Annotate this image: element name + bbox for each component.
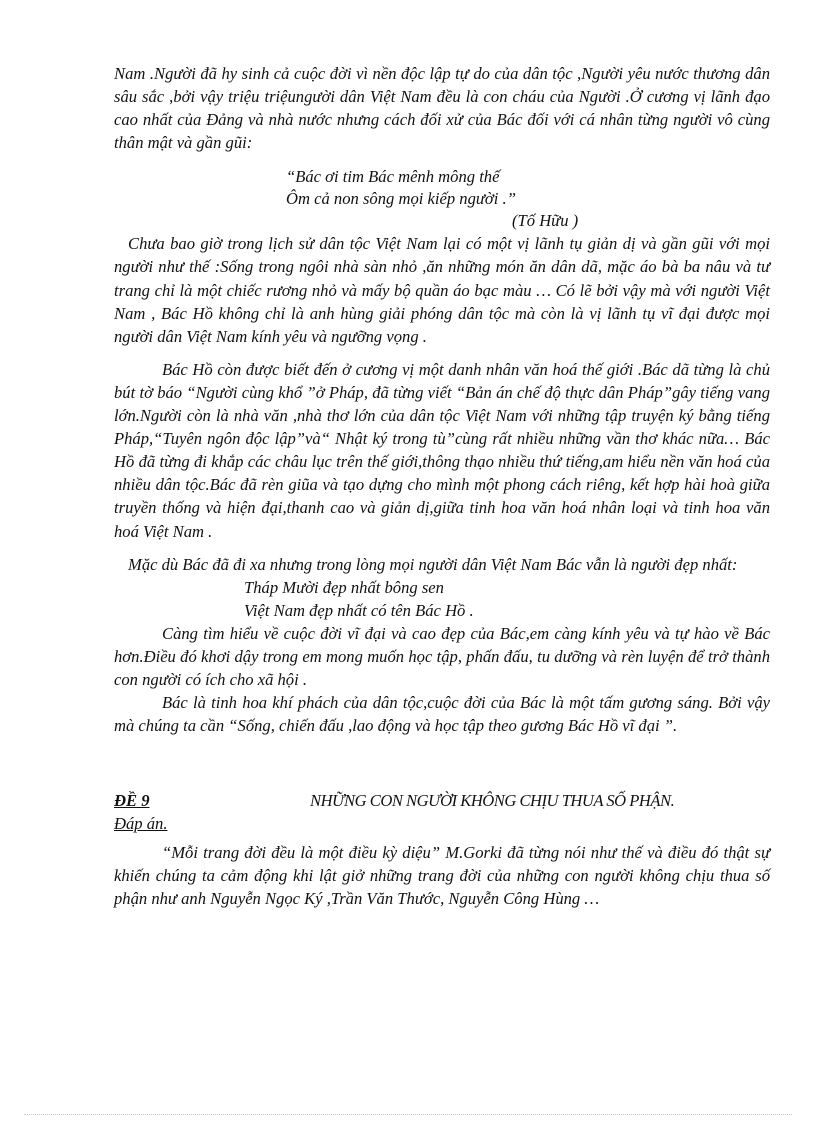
poem-to-huu	[286, 166, 770, 232]
paragraph-admiration: Càng tìm hiểu về cuộc đời vĩ đại và cao đẹp của Bác,em càng kính yêu và tự hào về Bác hơn.Điều đó khơi dậy trong em mong muốn học tập, phấn đấu, tu dưỡng và rèn luyện để trở thành con người có ích cho xã hội .	[114, 623, 770, 689]
paragraph-intro: Nam .Người đã hy sinh cả cuộc đời vì nền độc lập tự do của dân tộc ,Người yêu nước thương dân sâu sắc ,bởi vậy triệu triệungười dân Việt Nam đều là con cháu của Người .Ở cương vị lãnh đạo cao nhất của Đảng và nhà nước nhưng cách đối xử của Bác đối với cá nhân từng người vô cùng thân mật và gần gũi:	[114, 64, 770, 153]
poem-thap-muoi	[244, 576, 770, 622]
spacer	[114, 543, 770, 553]
poem-line: Tháp Mười đẹp nhất bông sen	[244, 577, 444, 597]
section-number: ĐỀ 9	[114, 791, 150, 811]
paragraph-most-beautiful: Mặc dù Bác đã đi xa nhưng trong lòng mọi người dân Việt Nam Bác vẫn là người đẹp nhất:	[128, 554, 738, 574]
section-title: NHỮNG CON NGƯỜI KHÔNG CHỊU THUA SỐ PHẬN.	[310, 791, 675, 811]
section-heading	[114, 789, 770, 812]
poem-author: (Tố Hữu )	[512, 211, 579, 231]
poem-line: “Bác ơi tim Bác mênh mông thế	[286, 167, 500, 187]
page-footer-divider	[24, 1114, 792, 1115]
paragraph-simple-life: Chưa bao giờ trong lịch sử dân tộc Việt Nam lại có một vị lãnh tụ giản dị và gần gũi với mọi người như thế :Sống trong ngôi nhà sàn nhỏ ,ăn những món ăn dân dã, mặc áo bà ba nâu và tư trang chỉ là một chiếc rương nhỏ và mấy bộ quần áo bạc màu … Có lẽ bởi vậy mà với người Việt Nam , Bác Hồ không chỉ là anh hùng giải phóng dân tộc mà còn là vị lãnh tụ vĩ đại được mọi người dân Việt Nam kính yêu và ngưỡng vọng .	[114, 234, 770, 346]
paragraph-conclusion: Bác là tinh hoa khí phách của dân tộc,cuộc đời của Bác là một tấm gương sáng. Bởi vậy mà chúng ta cần “Sống, chiến đấu ,lao động và học tập theo gương Bác Hồ vĩ đại ”.	[114, 692, 770, 736]
paragraph-cultural-figure: Bác Hồ còn được biết đến ở cương vị một danh nhân văn hoá thế giới .Bác dã từng là chủ bút tờ báo “Người cùng khổ ”ở Pháp, đã từng viết “Bản án chế độ thực dân Pháp”gây tiếng vang lớn.Người còn là nhà văn ,nhà thơ lớn của dân tộc Việt Nam với những tập truyện ký bằng tiếng Pháp,“Tuyên ngôn độc lập”và“ Nhật ký trong tù”cùng rất nhiều những vần thơ khác nữa… Bác Hồ đã từng đi khắp các châu lục trên thế giới,thông thạo nhiều thứ tiếng,am hiểu nền văn hoá của nhiều dân tộc.Bác đã rèn giũa và tạo dựng cho mình một phong cách riêng, kết hợp hài hoà giữa truyền thống và hiện đại,thanh cao và giản dị,giữa tinh hoa văn hoá nhân loại và tinh hoa văn hoá Việt Nam .	[114, 359, 770, 541]
spacer	[114, 154, 770, 166]
poem-line: Ôm cả non sông mọi kiếp người .”	[286, 189, 516, 209]
document-page	[114, 62, 770, 910]
spacer	[114, 348, 770, 358]
paragraph-gorki-quote: “Mỗi trang đời đều là một điều kỳ diệu” M.Gorki đã từng nói như thế và điều đó thật sự khiến chúng ta cảm động khi lật giở những trang đời của những con người không chịu thua số phận như anh Nguyễn Ngọc Ký ,Trần Văn Thước, Nguyễn Công Hùng …	[114, 843, 770, 909]
poem-line: Việt Nam đẹp nhất có tên Bác Hồ .	[244, 600, 474, 620]
answer-label: Đáp án.	[114, 814, 168, 834]
